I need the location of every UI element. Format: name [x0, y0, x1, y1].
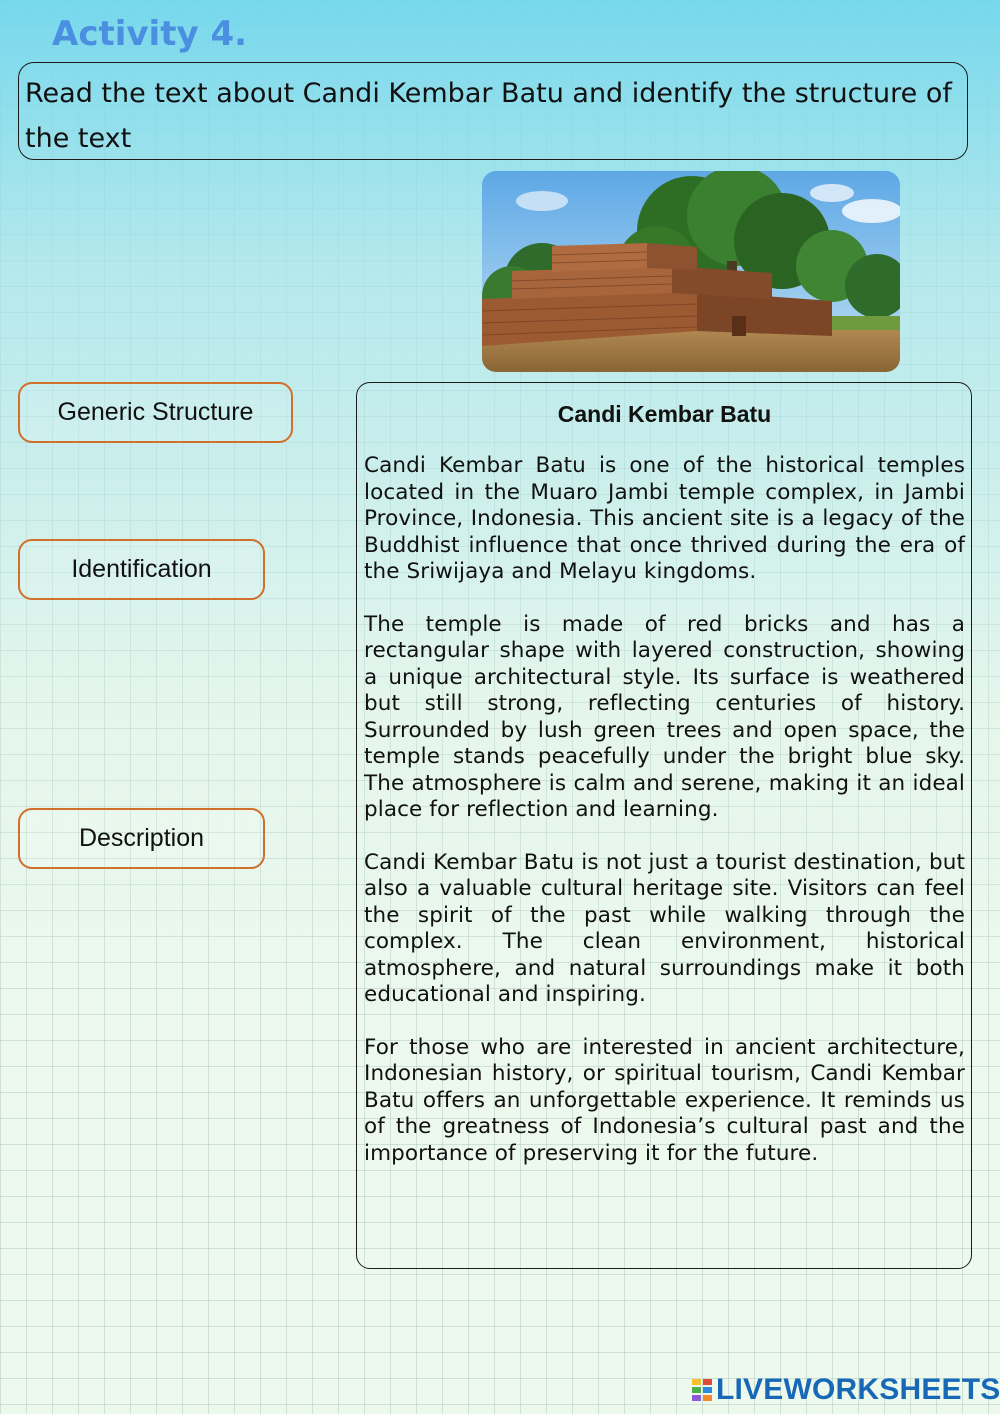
activity-title: Activity 4. — [52, 14, 248, 54]
temple-photo — [482, 171, 900, 372]
description-label: Description — [18, 808, 265, 869]
instruction-box: Read the text about Candi Kembar Batu and identify the structure of the text — [18, 62, 968, 160]
text-title: Candi Kembar Batu — [557, 401, 772, 427]
liveworksheets-logo-text: LIVEWORKSHEETS — [716, 1373, 1000, 1406]
reading-text-box — [356, 382, 972, 1269]
generic-structure-label: Generic Structure — [18, 382, 293, 443]
paragraph-3: Candi Kembar Batu is not just a tourist destination, but also a valuable cultural heritage site. Visitors can feel the spirit of the past while walking through the complex. The clean environment, historical atmosphere, and natural surroundings make it both educational and inspiring. — [364, 849, 965, 1007]
paragraph-1: Candi Kembar Batu is one of the historical temples located in the Muaro Jambi temple complex, in Jambi Province, Indonesia. This ancient site is a legacy of the Buddhist influence that once thrived during the era of the Sriwijaya and Melayu kingdoms. — [364, 453, 965, 584]
liveworksheets-logo — [692, 1373, 1000, 1407]
liveworksheets-logo-icon — [692, 1379, 712, 1401]
paragraph-4: For those who are interested in ancient architecture, Indonesian history, or spiritual tourism, Candi Kembar Batu offers an unforgettable experience. It reminds us of the greatness of Indonesia’s cultural past and the importance of preserving it for the future. — [364, 1034, 965, 1166]
identification-label: Identification — [18, 539, 265, 600]
paragraph-2: The temple is made of red bricks and has a rectangular shape with layered construction, showing a unique architectural style. Its surface is weathered but still strong, reflecting centuries of history. Surrounded by lush green trees and open space, the temple stands peacefully under the bright blue sky. The atmosphere is calm and serene, making it an ideal place for reflection and learning. — [364, 611, 965, 822]
